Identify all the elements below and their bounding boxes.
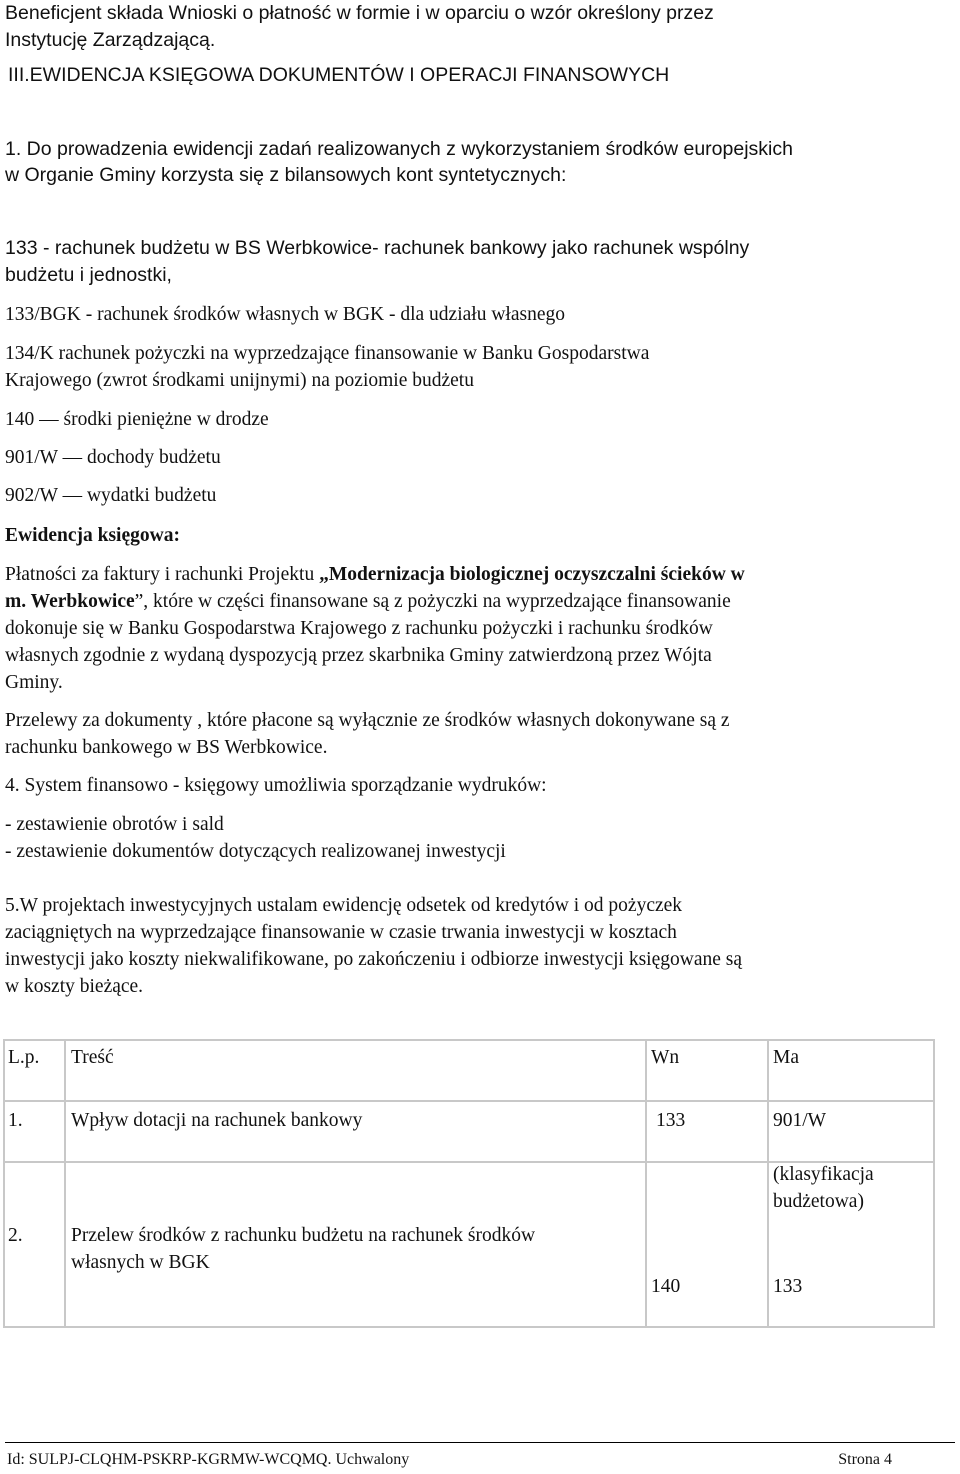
ewidencja-p1-line-2 xyxy=(5,588,731,615)
point1-line-1: 1. Do prowadzenia ewidencji zadań realizowanych z wykorzystaniem środków europejskich xyxy=(5,138,793,160)
header-ma: Ma xyxy=(773,1047,799,1068)
point1-line-2: w Organie Gminy korzysta się z bilansowych kont syntetycznych: xyxy=(5,164,567,186)
table-divider xyxy=(5,1100,933,1102)
row1-ma: 901/W xyxy=(773,1110,827,1131)
account-134k-line-1: 134/K rachunek pożyczki na wyprzedzające finansowanie w Banku Gospodarstwa xyxy=(5,343,650,364)
ewidencja-p2-line-1: Przelewy za dokumenty , które płacone są wyłącznie ze środków własnych dokonywane są z xyxy=(5,710,730,731)
account-140: 140 — środki pieniężne w drodze xyxy=(5,409,269,430)
footer-page-number: Strona 4 xyxy=(838,1451,892,1468)
footer-rule xyxy=(5,1442,955,1443)
account-133-line-1: 133 - rachunek budżetu w BS Werbkowice- rachunek bankowy jako rachunek wspólny xyxy=(5,237,750,259)
section-title: III.EWIDENCJA KSIĘGOWA DOKUMENTÓW I OPERACJI FINANSOWYCH xyxy=(8,64,670,86)
row1-tresc: Wpływ dotacji na rachunek bankowy xyxy=(71,1110,363,1131)
row2-ma: 133 xyxy=(773,1276,803,1297)
ewidencja-p1-line-5: Gminy. xyxy=(5,672,63,693)
point4-line-1: 4. System finansowo - księgowy umożliwia sporządzanie wydruków: xyxy=(5,775,547,796)
point5-line-4: w koszty bieżące. xyxy=(5,976,144,997)
intro-line-1: Beneficjent składa Wnioski o płatność w formie i w oparciu o wzór określony przez xyxy=(5,2,714,24)
account-133-line-2: budżetu i jednostki, xyxy=(5,264,172,286)
row2-tresc-line-2: własnych w BGK xyxy=(71,1252,210,1273)
project-name-part-1: „Modernizacja biologicznej oczyszczalni ścieków w xyxy=(319,564,745,585)
account-902w: 902/W — wydatki budżetu xyxy=(5,485,217,506)
point5-line-3: inwestycji jako koszty niekwalifikowane, po zakończeniu i odbiorze inwestycji księgowane są xyxy=(5,949,742,970)
account-901w: 901/W — dochody budżetu xyxy=(5,447,221,468)
ewidencja-p2-line-2: rachunku bankowego w BS Werbkowice. xyxy=(5,737,328,758)
ewidencja-p1-line-2-normal: ”, które w części finansowane są z pożyczki na wyprzedzające finansowanie xyxy=(134,591,731,612)
ewidencja-p1-line-4: własnych zgodnie z wydaną dyspozycją przez skarbnika Gminy zatwierdzoną przez Wójta xyxy=(5,645,712,666)
header-tresc: Treść xyxy=(71,1047,114,1068)
point4-line-3: - zestawienie dokumentów dotyczących realizowanej inwestycji xyxy=(5,841,506,862)
footer-document-id: Id: SULPJ-CLQHM-PSKRP-KGRMW-WCQMQ. Uchwalony xyxy=(7,1451,410,1468)
point5-line-2: zaciągniętych na wyprzedzające finansowanie w czasie trwania inwestycji w kosztach xyxy=(5,922,677,943)
row1-ma-classification: (klasyfikacja xyxy=(773,1164,874,1185)
intro-line-2: Instytucję Zarządzającą. xyxy=(5,29,216,51)
row2-lp: 2. xyxy=(8,1225,23,1246)
project-name-part-2: m. Werbkowice xyxy=(5,591,135,612)
row2-tresc-line-1: Przelew środków z rachunku budżetu na rachunek środków xyxy=(71,1225,536,1246)
header-lp: L.p. xyxy=(8,1047,40,1068)
accounting-table xyxy=(3,1039,935,1328)
ewidencja-heading: Ewidencja księgowa: xyxy=(5,525,180,546)
ewidencja-p1-line-1-normal: Płatności za faktury i rachunki Projektu xyxy=(5,564,320,585)
row1-wn: 133 xyxy=(656,1110,686,1131)
table-divider xyxy=(645,1041,647,1326)
row1-lp: 1. xyxy=(8,1110,23,1131)
table-divider xyxy=(767,1041,769,1326)
account-134k-line-2: Krajowego (zwrot środkami unijnymi) na poziomie budżetu xyxy=(5,370,474,391)
point5-line-1: 5.W projektach inwestycyjnych ustalam ewidencję odsetek od kredytów i od pożyczek xyxy=(5,895,683,916)
row1-ma-classification-2: budżetowa) xyxy=(773,1191,864,1212)
ewidencja-p1-line-3: dokonuje się w Banku Gospodarstwa Krajowego z rachunku pożyczki i rachunku środków xyxy=(5,618,713,639)
table-divider xyxy=(64,1041,66,1326)
account-133-bgk: 133/BGK - rachunek środków własnych w BGK - dla udziału własnego xyxy=(5,304,565,325)
ewidencja-p1-line-1 xyxy=(5,561,745,588)
row2-wn: 140 xyxy=(651,1276,681,1297)
point4-line-2: - zestawienie obrotów i sald xyxy=(5,814,224,835)
header-wn: Wn xyxy=(651,1047,680,1068)
